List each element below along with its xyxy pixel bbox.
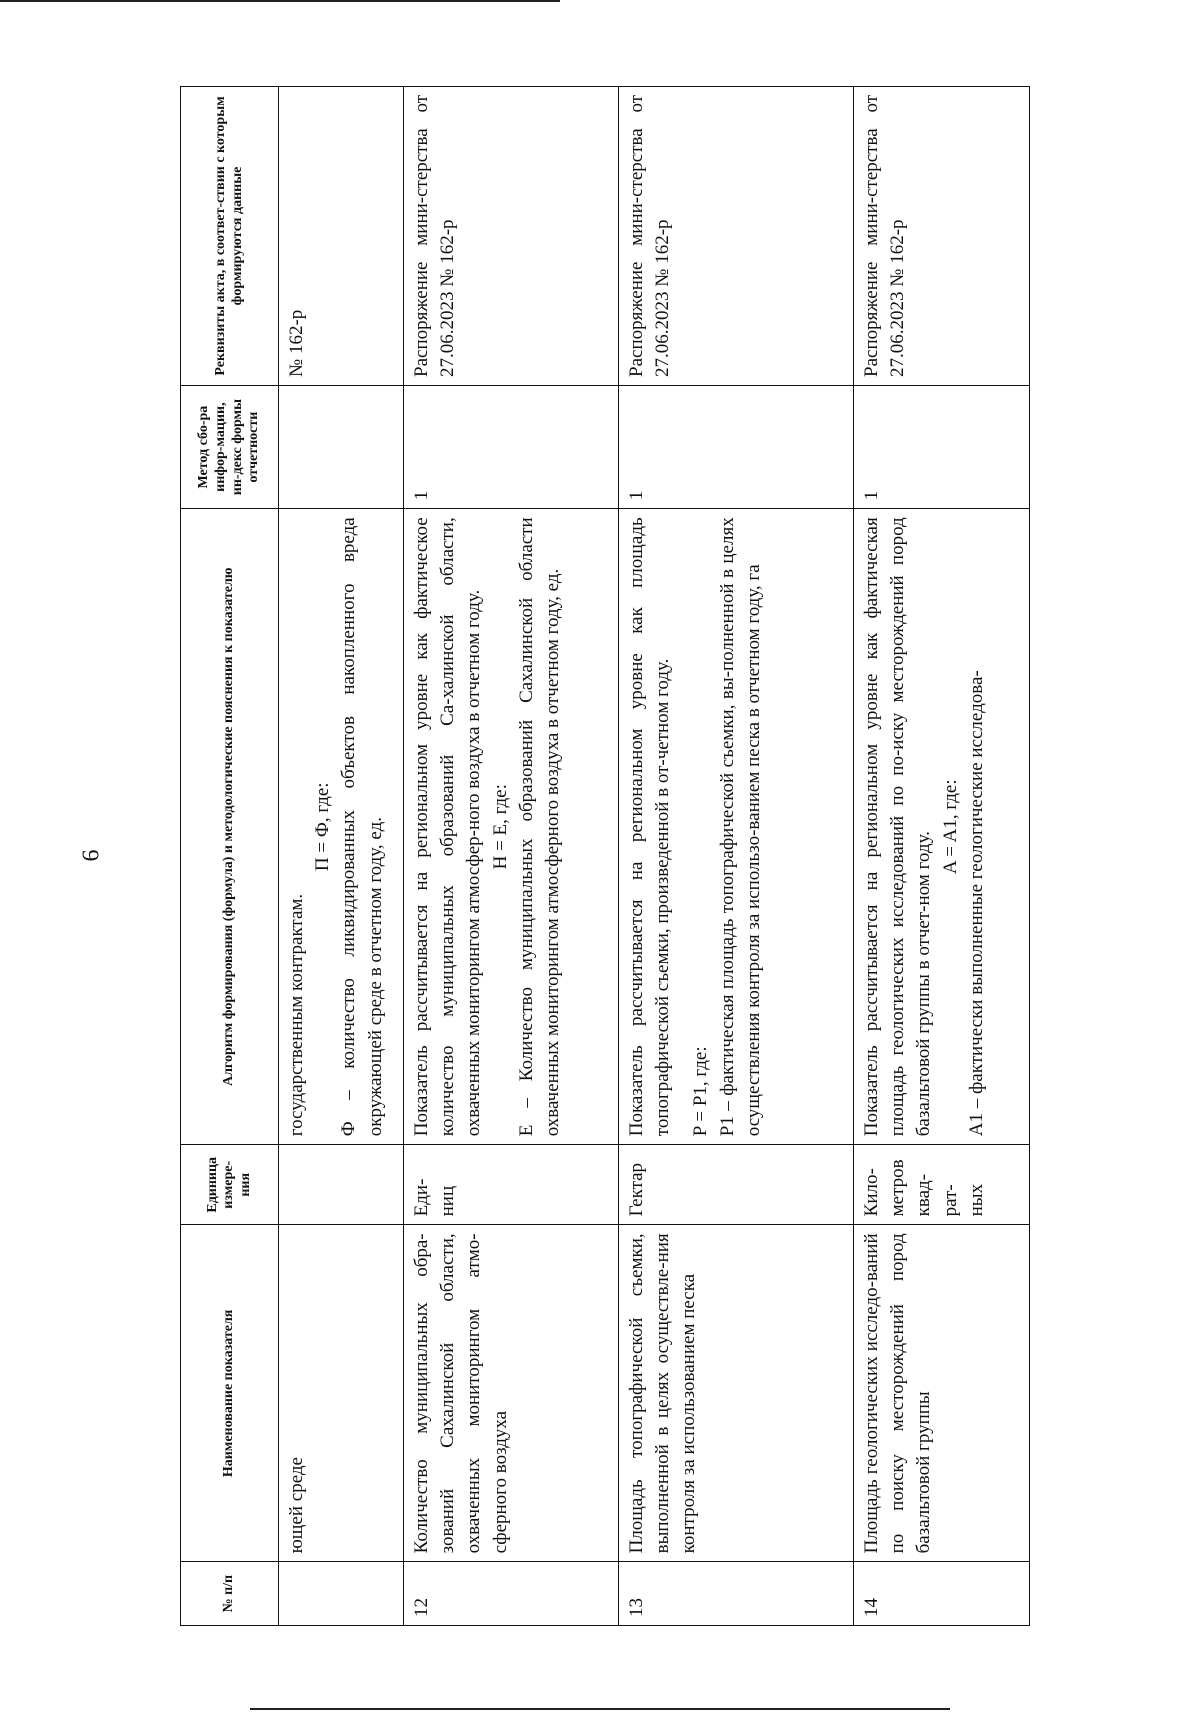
algorithm-cell bbox=[619, 509, 854, 1145]
algorithm-formula: Н = Е, где: bbox=[489, 784, 511, 870]
row-number: 12 bbox=[404, 1562, 619, 1626]
unit-cell: Кило-метров квад-рат-ных bbox=[854, 1145, 1030, 1225]
algorithm-definition: P1 – фактическая площадь топографической съемки, вы-полненной в целях осуществления контроля за использо-ванием песка в отчетном году, га bbox=[716, 517, 764, 1137]
indicator-name: Площадь геологических исследо-ваний по поиску месторождений пород базальтовой группы bbox=[854, 1225, 1030, 1562]
scan-artifact-line bbox=[250, 1708, 950, 1710]
rotated-table-wrapper bbox=[180, 86, 1030, 1626]
algorithm-intro: Показатель рассчитывается на региональном уровне как фактическая площадь геологических исследований по по-иску месторождений пород базальтовой группы в отчет-ном году. bbox=[861, 517, 935, 1137]
indicator-table bbox=[180, 86, 1030, 1626]
algorithm-definition: Е – Количество муниципальных образований Сахалинской области охваченных мониторингом атмосферного воздуха в отчетном году, ед. bbox=[515, 517, 564, 1137]
header-name: Наименование показателя bbox=[181, 1225, 279, 1562]
requisites-cell: Распоряжение мини-стерства от 27.06.2023 № 162-р bbox=[404, 87, 619, 386]
algorithm-formula: P = P1, где: bbox=[690, 1046, 712, 1137]
header-requisites: Реквизиты акта, в соответ-ствии с которым формируются данные bbox=[181, 87, 279, 386]
requisites-cell: Распоряжение мини-стерства от 27.06.2023 № 162-р bbox=[619, 87, 854, 386]
method-cell: 1 bbox=[854, 385, 1030, 508]
algorithm-intro: государственным контрактам. bbox=[286, 893, 307, 1137]
table-row bbox=[854, 87, 1030, 1626]
header-num: № п/п bbox=[181, 1562, 279, 1626]
requisites-cell: № 162-р bbox=[279, 87, 404, 386]
algorithm-cell bbox=[279, 509, 404, 1145]
unit-cell: Еди-ниц bbox=[404, 1145, 619, 1225]
algorithm-definition: A1 – фактически выполненные геологические исследова- bbox=[965, 670, 987, 1137]
algorithm-intro: Показатель рассчитывается на региональном уровне как площадь топографической съемки, произведенной в от-четном году. bbox=[626, 517, 674, 1137]
requisites-cell: Распоряжение мини-стерства от 27.06.2023 № 162-р bbox=[854, 87, 1030, 386]
indicator-name: Площадь топографической съемки, выполненной в целях осуществле-ния контроля за использованием песка bbox=[619, 1225, 854, 1562]
table-row bbox=[619, 87, 854, 1626]
header-unit: Единица измере-ния bbox=[181, 1145, 279, 1225]
algorithm-definition: Ф – количество ликвидированных объектов накопленного вреда окружающей среде в отчетном году, ед. bbox=[338, 517, 386, 1137]
algorithm-cell bbox=[854, 509, 1030, 1145]
row-number: 14 bbox=[854, 1562, 1030, 1626]
unit-cell: Гектар bbox=[619, 1145, 854, 1225]
header-method: Метод сбо-ра инфор-мации, ин-декс формы отчетности bbox=[181, 385, 279, 508]
indicator-name: Количество муниципальных обра-зований Сахалинской области, охваченных мониторингом атмо-сферного воздуха bbox=[404, 1225, 619, 1562]
page-number: 6 bbox=[78, 849, 105, 862]
algorithm-cell bbox=[404, 509, 619, 1145]
header-row bbox=[181, 87, 279, 1626]
table-row bbox=[279, 87, 404, 1626]
indicator-name: ющей среде bbox=[279, 1225, 404, 1562]
header-algorithm: Алгоритм формирования (формула) и методологические пояснения к показателю bbox=[181, 509, 279, 1145]
method-cell: 1 bbox=[404, 385, 619, 508]
unit-cell bbox=[279, 1145, 404, 1225]
row-number bbox=[279, 1562, 404, 1626]
scan-artifact-line bbox=[0, 0, 560, 2]
algorithm-formula: A = A1, где: bbox=[939, 779, 961, 875]
method-cell: 1 bbox=[619, 385, 854, 508]
table-row bbox=[404, 87, 619, 1626]
method-cell bbox=[279, 385, 404, 508]
algorithm-intro: Показатель рассчитывается на региональном уровне как фактическое количество муниципальных образований Са-халинской области, охваченных мониторингом атмосфер-ного воздуха в отчетном году. bbox=[411, 517, 485, 1137]
row-number: 13 bbox=[619, 1562, 854, 1626]
algorithm-formula: П = Ф, где: bbox=[312, 782, 334, 872]
